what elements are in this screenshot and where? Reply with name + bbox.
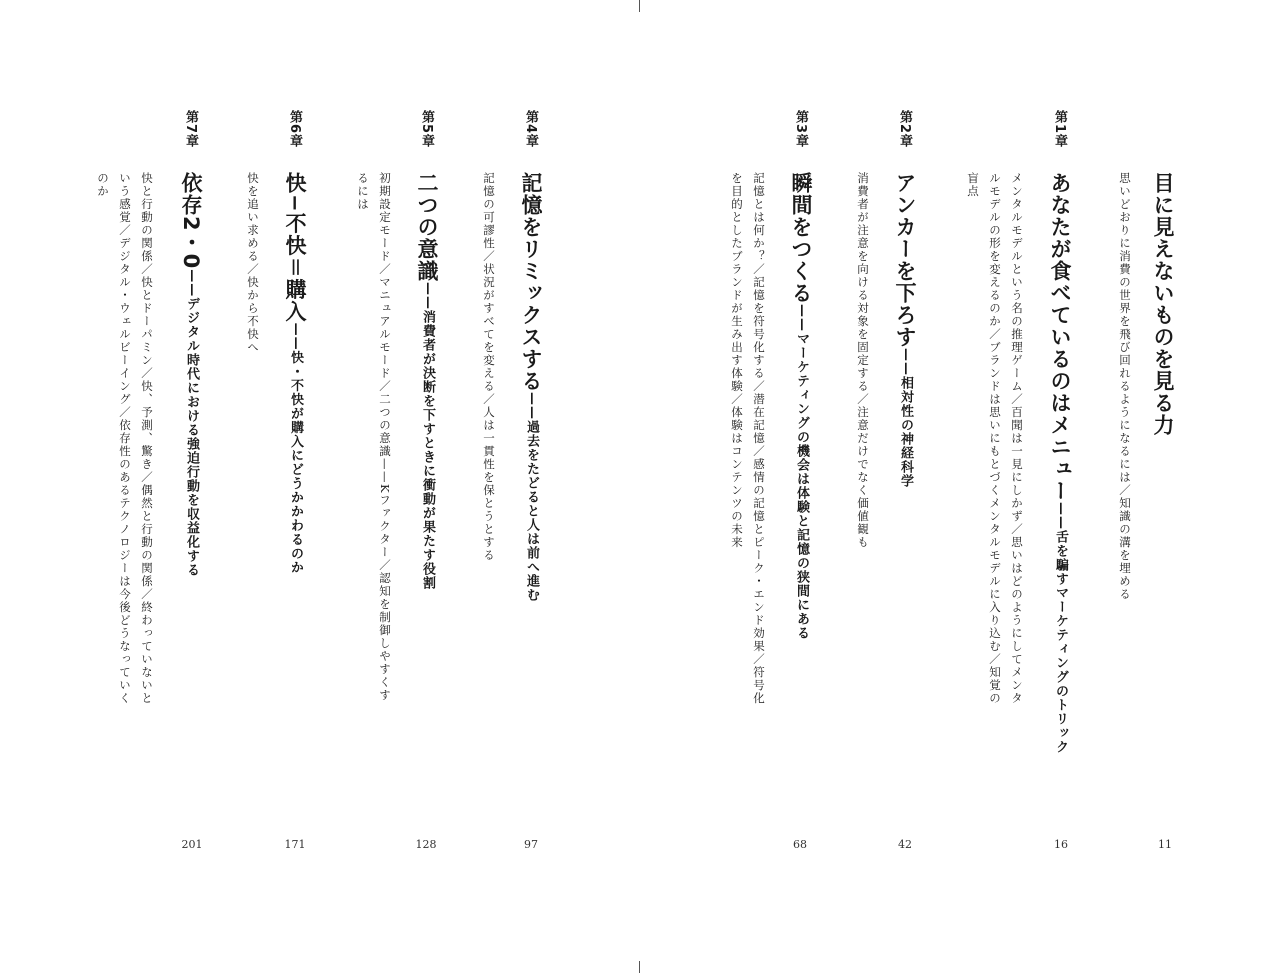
chapter-label: 第1章: [1052, 110, 1067, 149]
chapter-title-subtitle: ——過去をたどると人は前へ進む: [524, 392, 539, 602]
chapter-label: 第4章: [523, 110, 538, 149]
chapter-topics: 消費者が注意を向ける対象を固定する／注意だけでなく価値観も: [856, 172, 870, 549]
chapter-label: 第2章: [897, 110, 912, 149]
page-number: 16: [1054, 838, 1068, 851]
chapter-title: [180, 172, 201, 577]
chapter-topics: 記憶の可謬性／状況がすべてを変える／人は一貫性を保とうとする: [482, 172, 496, 562]
chapter-title-main: 依存2・0: [179, 172, 203, 270]
chapter-title-main: 二つの意識: [415, 172, 439, 282]
chapter-title: [1049, 172, 1070, 754]
page-number: 68: [793, 838, 807, 851]
chapter-label: 第6章: [287, 110, 302, 149]
chapter-label: 第3章: [793, 110, 808, 149]
page-number: 11: [1158, 838, 1172, 851]
chapter-title-main: あなたが食べているのはメニュー: [1048, 172, 1072, 502]
chapter-title-subtitle: ——消費者が決断を下すときに衝動が果たす役割: [420, 282, 435, 590]
chapter-title: [1152, 172, 1173, 436]
chapter-title-subtitle: ——相対性の神経科学: [898, 348, 913, 488]
chapter-label: 第7章: [183, 110, 198, 149]
chapter-topics: 快と行動の関係／快とドーパミン／快、予測、驚き／偶然と行動の関係／終わっていないという感覚／デジタル・ウェルビーイング／依存性のあるテクノロジーは今後どうなっていくのか: [96, 172, 154, 705]
chapter-topics: メンタルモデルという名の推理ゲーム／百聞は一見にしかず／思いはどのようにしてメンタルモデルの形を変えるのか／ブランドは思いにもとづくメンタルモデルに入り込む／知覚の盲点: [966, 172, 1024, 705]
page-number: 171: [284, 838, 306, 851]
chapter-topics: 初期設定モード／マニュアルモード／二つの意識——Kファクター／認知を制御しやすくするには: [356, 172, 392, 703]
gutter-mark-top: [639, 0, 640, 12]
chapter-title: [520, 172, 541, 602]
chapter-title: [790, 172, 811, 640]
chapter-title: [284, 172, 305, 575]
chapter-topics: 快を追い求める／快から不快へ: [246, 172, 260, 354]
chapter-title-main: 瞬間をつくる: [789, 172, 813, 304]
chapter-title-subtitle: ——マーケティングの機会は体験と記憶の狭間にある: [794, 304, 809, 640]
chapter-title-main: 記憶をリミックスする: [519, 172, 543, 392]
chapter-title-main: 目に見えないものを見る力: [1151, 172, 1175, 436]
chapter-label: 第5章: [419, 110, 434, 149]
chapter-title-main: アンカーを下ろす: [893, 172, 917, 348]
chapter-topics: 記憶とは何か？／記憶を符号化する／潜在記憶／感情の記憶とピーク・エンド効果／符号化を目的としたブランドが生み出す体験／体験はコンテンツの未来: [730, 172, 766, 705]
chapter-title-subtitle: ——快・不快が購入にどうかかわるのか: [288, 322, 303, 575]
chapter-title-subtitle: ——デジタル時代における強迫行動を収益化する: [184, 269, 199, 578]
chapter-title-main: 快−不快＝購入: [283, 172, 307, 323]
page-number: 97: [524, 838, 538, 851]
chapter-title: [894, 172, 915, 488]
page-number: 128: [415, 838, 437, 851]
page-number: 201: [181, 838, 203, 851]
page-number: 42: [898, 838, 912, 851]
chapter-title-subtitle: ——舌を騙すマーケティングのトリック: [1053, 502, 1068, 754]
chapter-title: [416, 172, 437, 590]
chapter-topics: 思いどおりに消費の世界を飛び回れるようになるには／知識の溝を埋める: [1118, 172, 1132, 601]
gutter-mark-bottom: [639, 961, 640, 973]
